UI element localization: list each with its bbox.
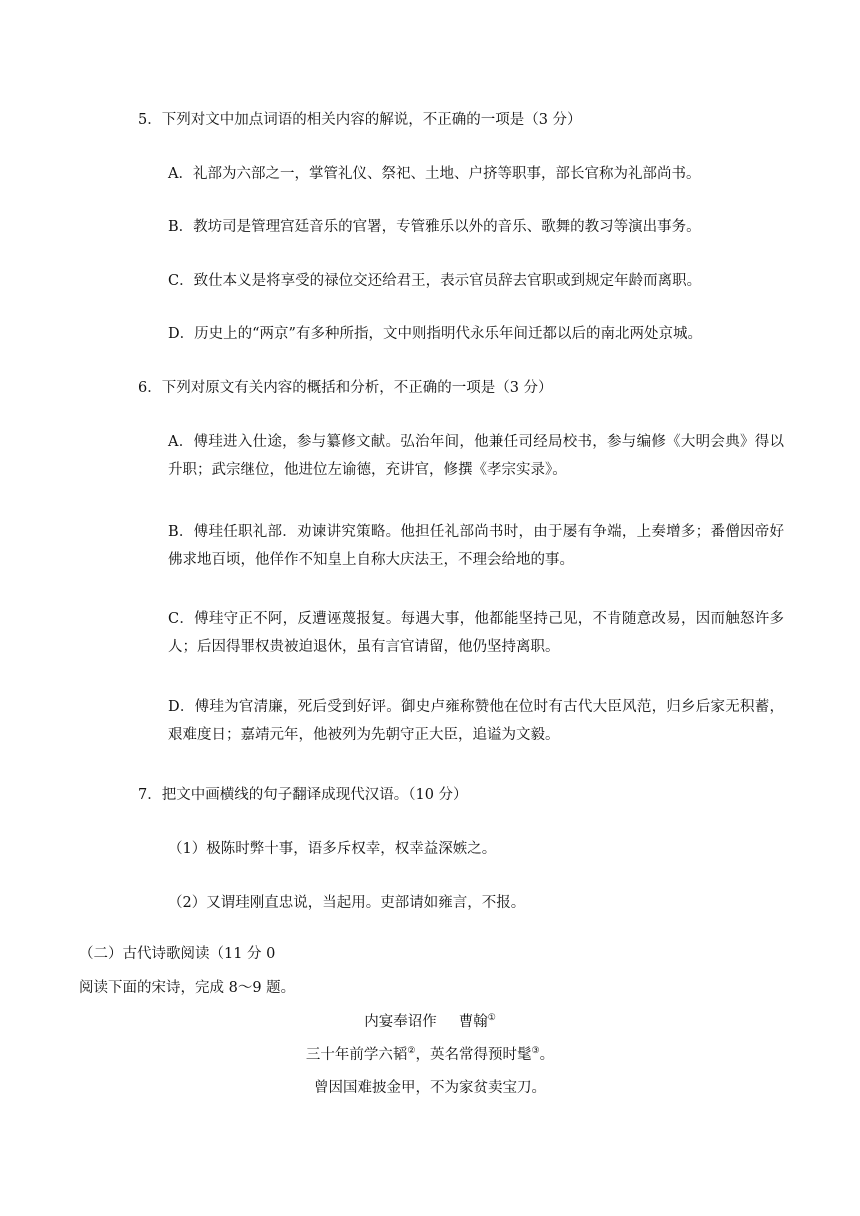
section-instruction: 阅读下面的宋诗，完成 8～9 题。 <box>79 980 296 996</box>
poem-line-1-part-b: ，英名常得预时髦 <box>415 1047 532 1063</box>
question-6-option-a <box>108 428 784 484</box>
question-5-option-c: C．致仕本义是将享受的禄位交还给君王，表示官员辞去官职或到规定年龄而离职。 <box>168 273 702 289</box>
question-5-option-b: B．教坊司是管理宫廷音乐的官署，专管雅乐以外的音乐、歌舞的教习等演出事务。 <box>168 219 701 235</box>
poem-line-1 <box>0 1045 860 1065</box>
section-heading: （二）古代诗歌阅读（11 分 0 <box>79 946 276 962</box>
question-6-option-c <box>108 605 784 661</box>
question-6-option-b <box>108 518 784 574</box>
question-6-option-b-text: B．傅珪任职礼部．劝谏讲究策略。他担任礼部尚书时，由于屡有争端，上奏增多；番僧因帝好佛求地百顷，他佯作不知皇上自称大庆法王，不理会给地的事。 <box>168 524 784 568</box>
question-7-stem: 7．把文中画横线的句子翻译成现代汉语。（10 分） <box>138 787 468 803</box>
question-6-option-a-text: A．傅珪进入仕途，参与纂修文献。弘治年间，他兼任司经局校书，参与编修《大明会典》得以升职；武宗继位，他进位左谕德，充讲官，修撰《孝宗实录》。 <box>168 434 784 478</box>
poem-title: 内宴奉诏作 <box>364 1014 437 1030</box>
question-5-option-d: D．历史上的“两京”有多种所指，文中则指明代永乐年间迁都以后的南北两处京城。 <box>168 326 702 342</box>
question-6-stem: 6．下列对原文有关内容的概括和分析，不正确的一项是（3 分） <box>138 380 553 396</box>
question-7-item-2: （2）又谓珪刚直忠说，当起用。吏部请如雍言，不报。 <box>168 895 526 911</box>
footnote-marker: ② <box>407 1046 416 1057</box>
footnote-marker: ③ <box>531 1046 540 1057</box>
question-6-option-c-text: C．傅珪守正不阿，反遭诬蔑报复。每遇大事，他都能坚持己见，不肯随意改易，因而触怒许多人；后因得罪权贵被迫退休，虽有言官请留，他仍坚持离职。 <box>168 611 784 655</box>
poem-header <box>0 1012 860 1032</box>
poem-line-2: 曾因国难披金甲，不为家贫卖宝刀。 <box>314 1080 546 1096</box>
footnote-marker: ① <box>487 1013 496 1024</box>
question-6-option-d <box>108 693 784 749</box>
poem-line-1-part-c: 。 <box>539 1047 555 1063</box>
question-5-stem: 5．下列对文中加点词语的相关内容的解说，不正确的一项是（3 分） <box>138 112 582 128</box>
question-6-option-d-text: D．傅珪为官清廉，死后受到好评。御史卢雍称赞他在位时有古代大臣风范，归乡后家无积蓄，艰难度日；嘉靖元年，他被列为先朝守正大臣，追谥为文毅。 <box>168 699 784 743</box>
poem-author: 曹翰 <box>458 1014 488 1030</box>
question-7-item-1: （1）极陈时弊十事，语多斥权幸，权幸益深嫉之。 <box>168 841 497 857</box>
poem-line-1-part-a: 三十年前学六韬 <box>305 1047 408 1063</box>
question-5-option-a: A．礼部为六部之一，掌管礼仪、祭祀、土地、户挤等职事，部长官称为礼部尚书。 <box>168 166 701 182</box>
